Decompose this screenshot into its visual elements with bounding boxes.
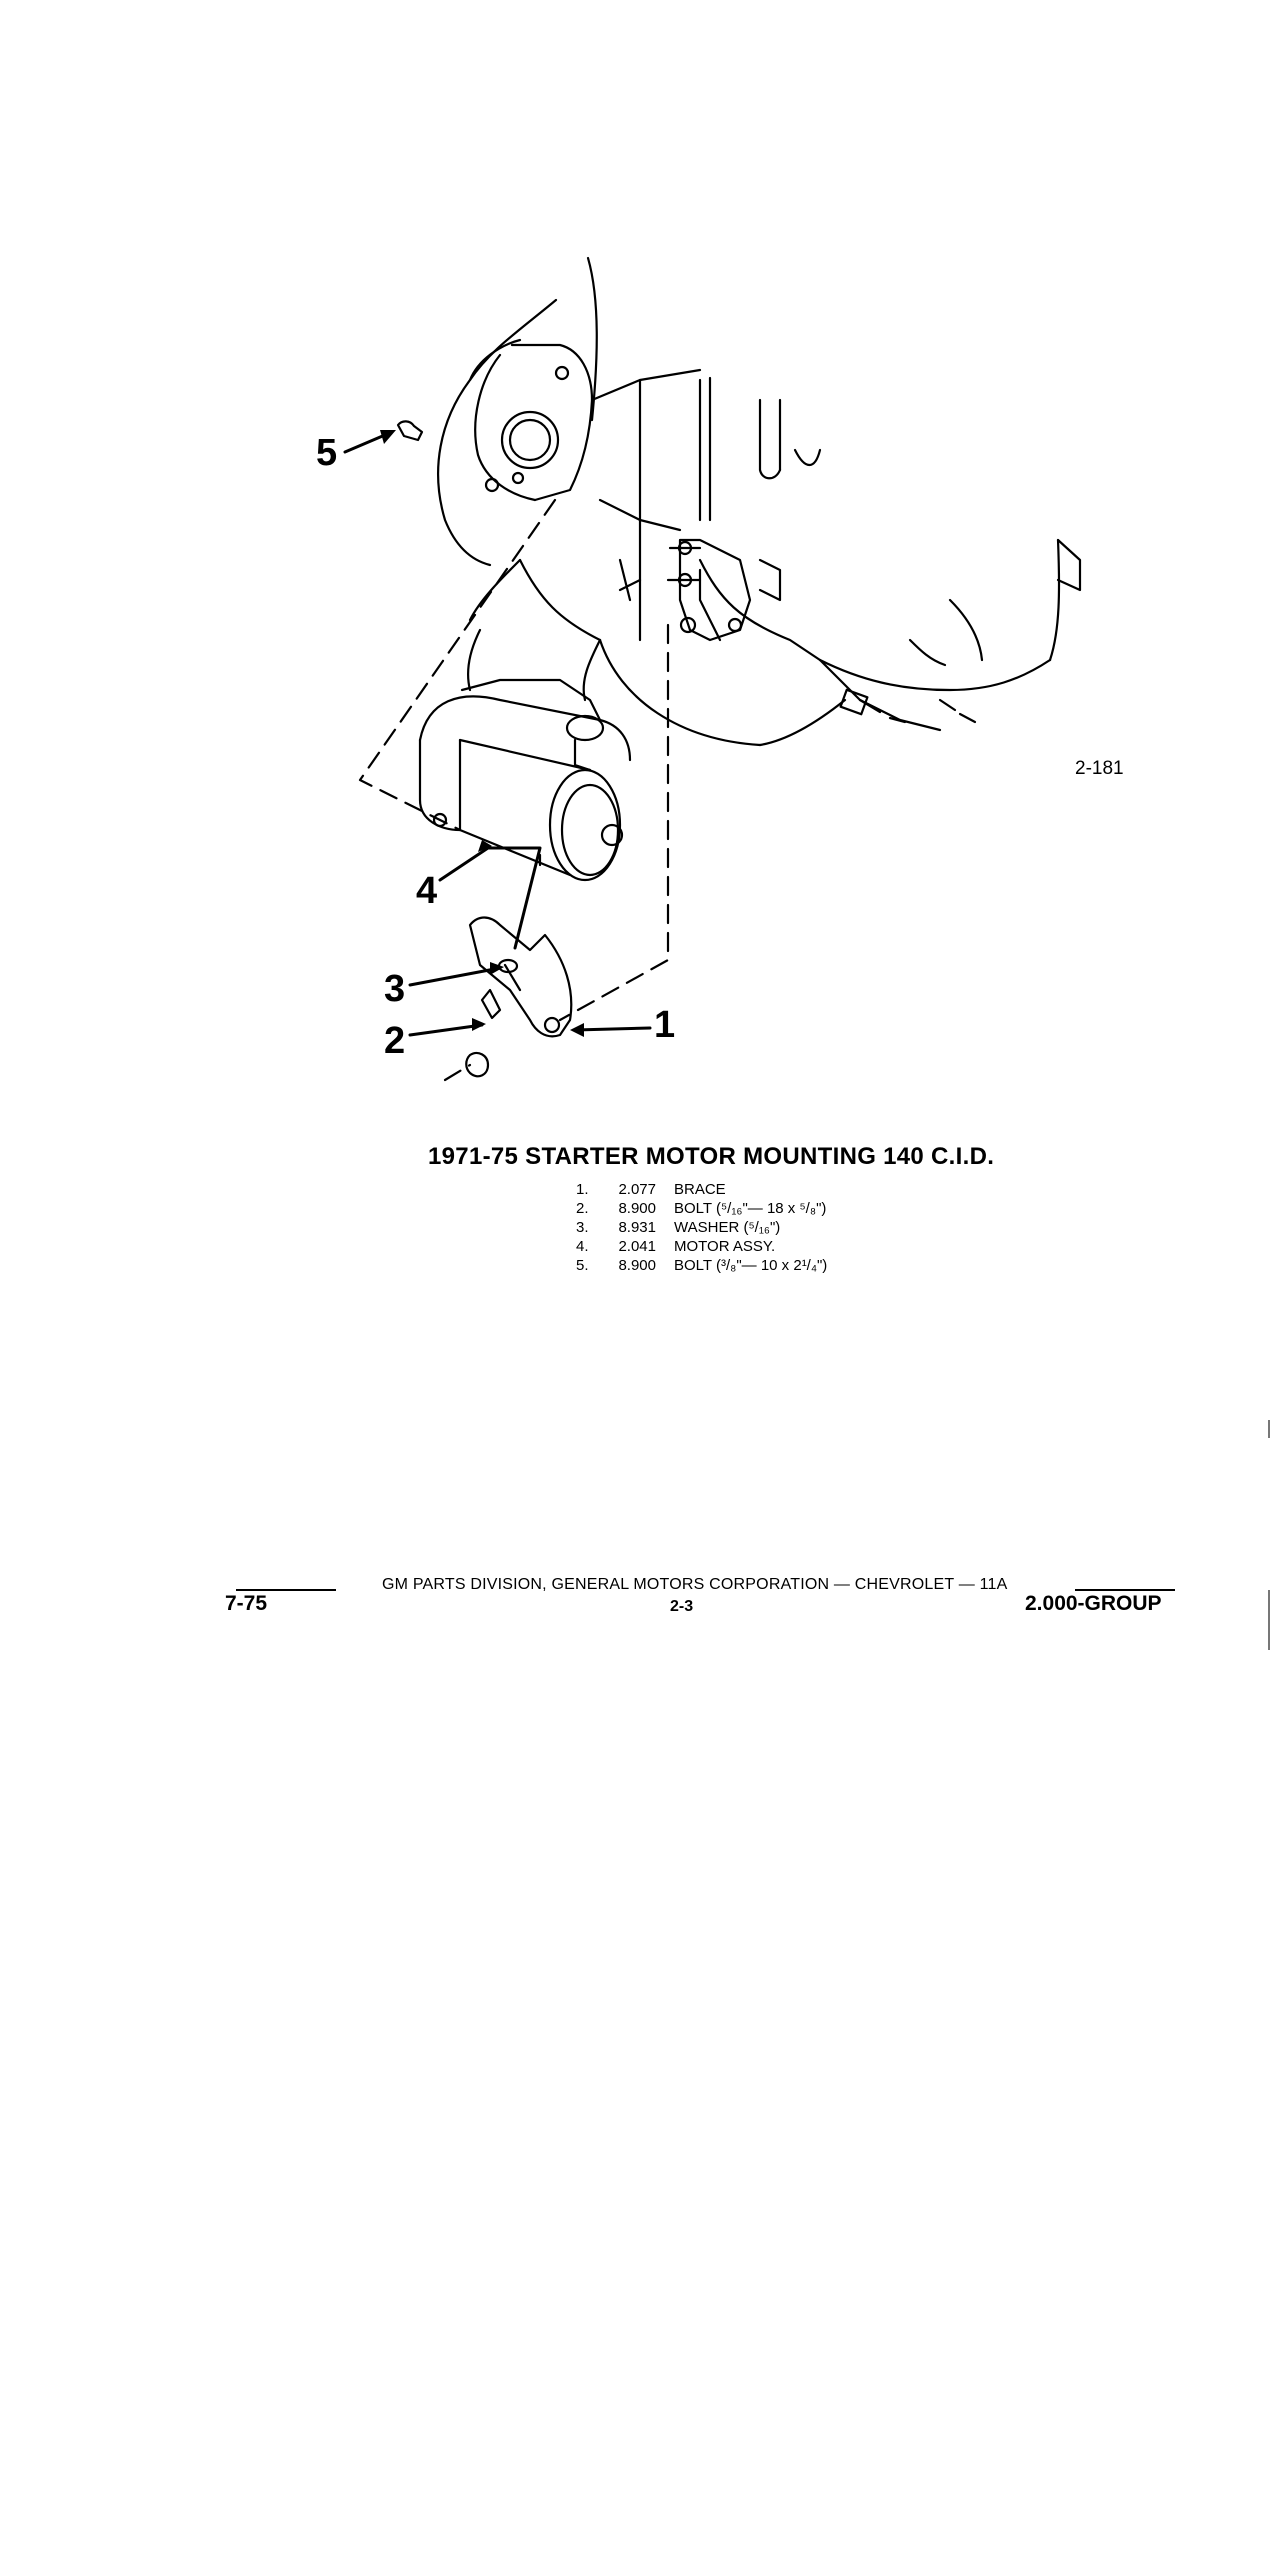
part-index: 3. <box>576 1219 589 1236</box>
footer-date: 7-75 <box>225 1592 268 1615</box>
part-code: 2.041 <box>618 1238 656 1255</box>
part-index: 5. <box>576 1257 589 1274</box>
part-row <box>576 1218 827 1237</box>
starter-motor-drawing <box>420 680 630 880</box>
footer-group: 2.000-GROUP <box>1025 1592 1162 1615</box>
part-description: BOLT (³/₈"— 10 x 2¹/₄") <box>674 1257 828 1274</box>
part-index: 1. <box>576 1181 589 1198</box>
footer-corporation: GM PARTS DIVISION, GENERAL MOTORS CORPORATION — CHEVROLET — 11A <box>382 1576 1008 1593</box>
part-row <box>576 1237 827 1256</box>
callout-leaders <box>345 432 650 1035</box>
part-code: 8.900 <box>618 1257 656 1274</box>
scan-edge-mark <box>1268 1420 1270 1438</box>
parts-list <box>576 1180 827 1275</box>
part-index: 4. <box>576 1238 589 1255</box>
alignment-lines <box>360 500 668 1080</box>
callout-4: 4 <box>416 870 438 912</box>
footer-page-number: 2-3 <box>670 1598 694 1615</box>
starter-motor-illustration <box>300 240 1100 1120</box>
part-row <box>576 1256 827 1275</box>
callout-3: 3 <box>384 968 406 1010</box>
part-index: 2. <box>576 1200 589 1217</box>
part-description: MOTOR ASSY. <box>674 1238 776 1255</box>
callout-2: 2 <box>384 1020 406 1062</box>
part-code: 8.931 <box>618 1219 656 1236</box>
engine-bracket-drawing <box>668 540 750 640</box>
brace-drawing <box>398 421 571 1076</box>
part-row <box>576 1199 827 1218</box>
footer-rule-left <box>236 1589 336 1591</box>
part-code: 2.077 <box>618 1181 656 1198</box>
part-code: 8.900 <box>618 1200 656 1217</box>
part-description: BRACE <box>674 1181 726 1198</box>
part-description: WASHER (⁵/₁₆") <box>674 1219 781 1236</box>
figure-number: 2-181 <box>1075 758 1124 779</box>
part-description: BOLT (⁵/₁₆"— 18 x ⁵/₈") <box>674 1200 827 1217</box>
parts-title: 1971-75 STARTER MOTOR MOUNTING 140 C.I.D. <box>428 1143 995 1170</box>
footer-rule-right <box>1075 1589 1175 1591</box>
engine-block-drawing <box>438 258 1080 745</box>
callout-1: 1 <box>654 1004 676 1046</box>
scan-edge-mark <box>1268 1590 1270 1650</box>
part-row <box>576 1180 827 1199</box>
callout-5: 5 <box>316 432 338 474</box>
